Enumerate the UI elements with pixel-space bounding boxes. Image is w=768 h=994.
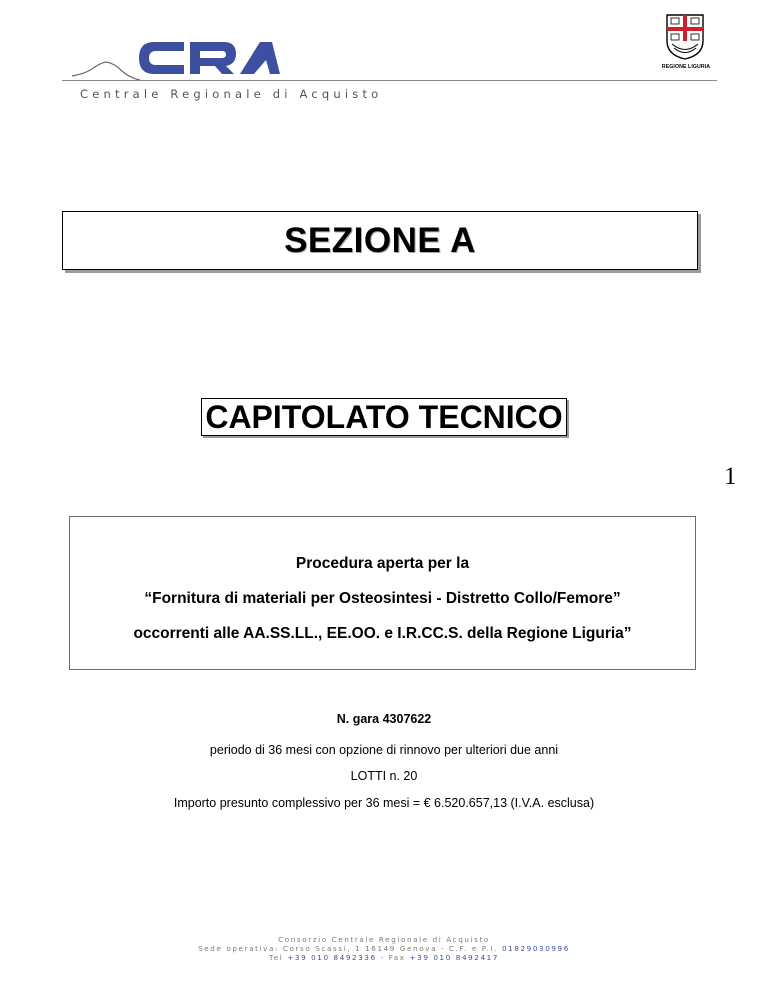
footer-fax-label: - Fax xyxy=(376,953,410,962)
procedure-subject: “Fornitura di materiali per Osteosintesi - Distretto Collo/Femore” xyxy=(144,590,621,607)
procedure-box xyxy=(69,516,696,670)
page-number: 1 xyxy=(724,463,737,490)
page-header xyxy=(0,0,768,110)
footer-tel: +39 010 8492336 xyxy=(287,953,377,962)
footer-contacts xyxy=(0,953,768,962)
footer-piva: 01829030996 xyxy=(501,944,570,953)
estimated-amount: Importo presunto complessivo per 36 mesi = € 6.520.657,13 (I.V.A. esclusa) xyxy=(173,796,595,810)
footer-address-text: Corso Scassi, 1 16149 Genova - C.F. e P.I. xyxy=(282,944,502,953)
footer-fax: +39 010 8492417 xyxy=(409,953,499,962)
lots-count: LOTTI n. 20 xyxy=(350,769,418,783)
cra-subtitle: Centrale Regionale di Acquisto xyxy=(80,87,383,101)
footer-address xyxy=(0,944,768,953)
regione-liguria-crest-icon xyxy=(664,13,706,61)
header-divider xyxy=(62,80,717,81)
procedure-recipients: occorrenti alle AA.SS.LL., EE.OO. e I.R.CC.S. della Regione Liguria” xyxy=(133,625,632,642)
footer-tel-label: Tel xyxy=(269,953,288,962)
procedure-intro: Procedura aperta per la xyxy=(295,555,470,572)
section-title: SEZIONE A xyxy=(284,220,476,260)
footer-consortium: Consorzio Centrale Regionale di Acquisto xyxy=(278,935,490,944)
contract-period: periodo di 36 mesi con opzione di rinnovo per ulteriori due anni xyxy=(209,743,559,757)
footer-address-label: Sede operativa: xyxy=(198,944,283,953)
cra-logo xyxy=(72,36,282,86)
document-title: CAPITOLATO TECNICO xyxy=(201,398,566,436)
regione-liguria-label: REGIONE LIGURIA xyxy=(661,64,711,70)
document-title-wrap xyxy=(0,398,768,436)
gara-number: N. gara 4307622 xyxy=(336,712,432,726)
section-title-box xyxy=(62,211,698,270)
